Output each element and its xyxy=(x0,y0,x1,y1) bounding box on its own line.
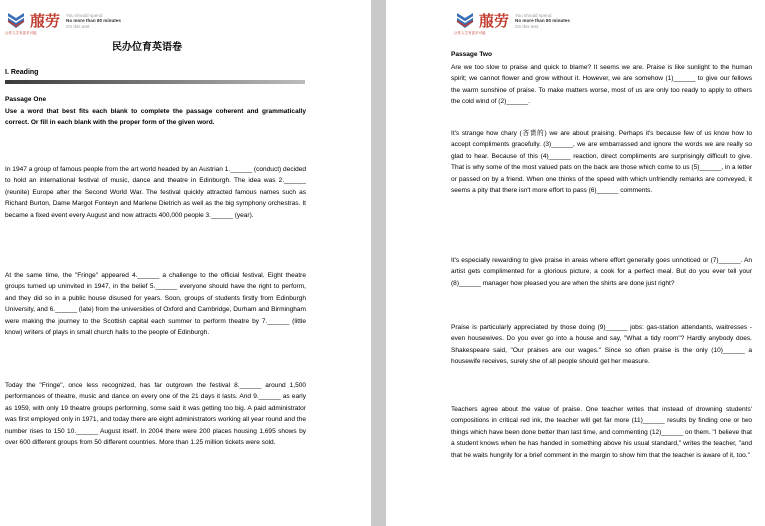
passage-title: Passage Two xyxy=(451,51,492,58)
passage-title: Passage One xyxy=(5,96,47,103)
brand-name: 菔劳 xyxy=(30,11,61,30)
paragraph: It's strange how chary (吝啬的) we are about praising. Perhaps it's because few of us know how to accept compliments gracefully. (3)______, we are embarrassed and ignore the words we are really so glad to hear. Because of this (4)______ reaction, direct compliments are surprisingly difficult to give. That is why some of the most valued pats on the back are those which come to us (5)______, in a letter or passed on by a friend. When one thinks of the speed with which unfriendly remarks are conveyed, it seems a pity that there isn't more effort to pass (6)______ comments. xyxy=(451,130,752,195)
paragraph: At the same time, the "Fringe" appeared 4.______ a challenge to the official festival. Eight theatre groups turned up uninvited in 1947, in the belief 5.______ everyone should have the right to perform, and they did so in a public house disused for years. Soon, groups of students firstly from Edinburgh University, and 6.______ (late) from the universities of Oxford and Cambridge, Durham and Birmingham were making the journey to the Scottish capital each summer to perform theatre by 7.______ (little know) writers of plays in small church halls to the people of Edinburgh. xyxy=(5,272,306,337)
document-page-right xyxy=(386,0,765,526)
test-time-note: You should spend No more than 80 minutes On this test xyxy=(66,12,121,29)
paragraph: Today the "Fringe", once less recognized, has far outgrown the festival 8.______ around 1,500 performances of theatre, music and dance on every one of the 21 days it lasts. And 9.______ as early as 1959, with only 19 theatre groups performing, some said it was getting too big. A paid administrator was first employed only in 1971, and today there are eight administrators working all year round and the number rises to 150 10.______ August itself. In 2004 there were 200 places housing 1,695 shows by over 600 different groups from 50 different countries. More than 1.25 million tickets were sold. xyxy=(5,382,306,447)
brand-header xyxy=(5,10,121,35)
brand-header xyxy=(454,10,570,35)
paragraph: Praise is particularly appreciated by those doing (9)______ jobs: gas-station attendants, waitresses - even housewives. Do you ever go into a house and say, "What a tidy room"? Hardly anybody does. Shakespeare said, "Our praises are our wages." Since so often praise is the only (10)______ a housewife receives, surely she of all people should get her measure. xyxy=(451,324,752,366)
brand-logo-icon xyxy=(5,10,27,32)
brand-slogan: 让你人生有更多可能 xyxy=(5,31,37,35)
brand-logo-icon xyxy=(454,10,476,32)
paper-title: 民办位育英语卷 xyxy=(112,42,182,53)
brand-name: 菔劳 xyxy=(479,11,510,30)
page-gap xyxy=(371,0,386,526)
passage-instruction: Use a word that best fits each blank to complete the passage coherent and grammatically correct. Or fill in each blank with the proper form of the given word. xyxy=(5,108,306,127)
document-page-left xyxy=(0,0,371,526)
test-time-note: You should spend No more than 80 minutes On this test xyxy=(515,12,570,29)
paragraph: Are we too slow to praise and quick to blame? It seems we are. Praise is like sunlight to the human spirit; we cannot flower and grow without it. However, we are somehow (1)______ to give our fellows the warm sunshine of praise. To make matters worse, most of us are only too ready to apply to others the cold wind of (2)______. xyxy=(451,64,752,106)
section-heading: I. Reading xyxy=(5,69,39,76)
paragraph: It's especially rewarding to give praise in areas where effort generally goes unnoticed or (7)______. An artist gets complimented for a glorious picture, a cook for a perfect meal. But do you ever tell your (8)______ manager how pleased you are when the shirts are done just right? xyxy=(451,257,752,287)
section-rule xyxy=(5,80,305,84)
paragraph: Teachers agree about the value of praise. One teacher writes that instead of drowning students' compositions in critical red ink, the teacher will get far more (11)______ results by finding one or two things which have been done better than last time, and commenting (12)______ on them. "I believe that a student knows when he has handed in something above his usual standard," writes the teacher, "and that he waits hungrily for a brief comment in the margin to show him that the teacher is aware of it, too." xyxy=(451,406,752,459)
brand-slogan: 让你人生有更多可能 xyxy=(454,31,486,35)
paragraph: In 1947 a group of famous people from the art world headed by an Austrian 1.______ (conduct) decided to hold an international festival of music, dance and theatre in Edinburgh. The idea was 2.______ (reunite) Europe after the Second World War. The festival quickly attracted famous names such as Richard Burton, Dame Margot Fonteyn and Marlene Dietrich as well as the big symphony orchestras. It became a fixed event every August and now attracts 400,000 people 3.______ (year). xyxy=(5,166,306,219)
